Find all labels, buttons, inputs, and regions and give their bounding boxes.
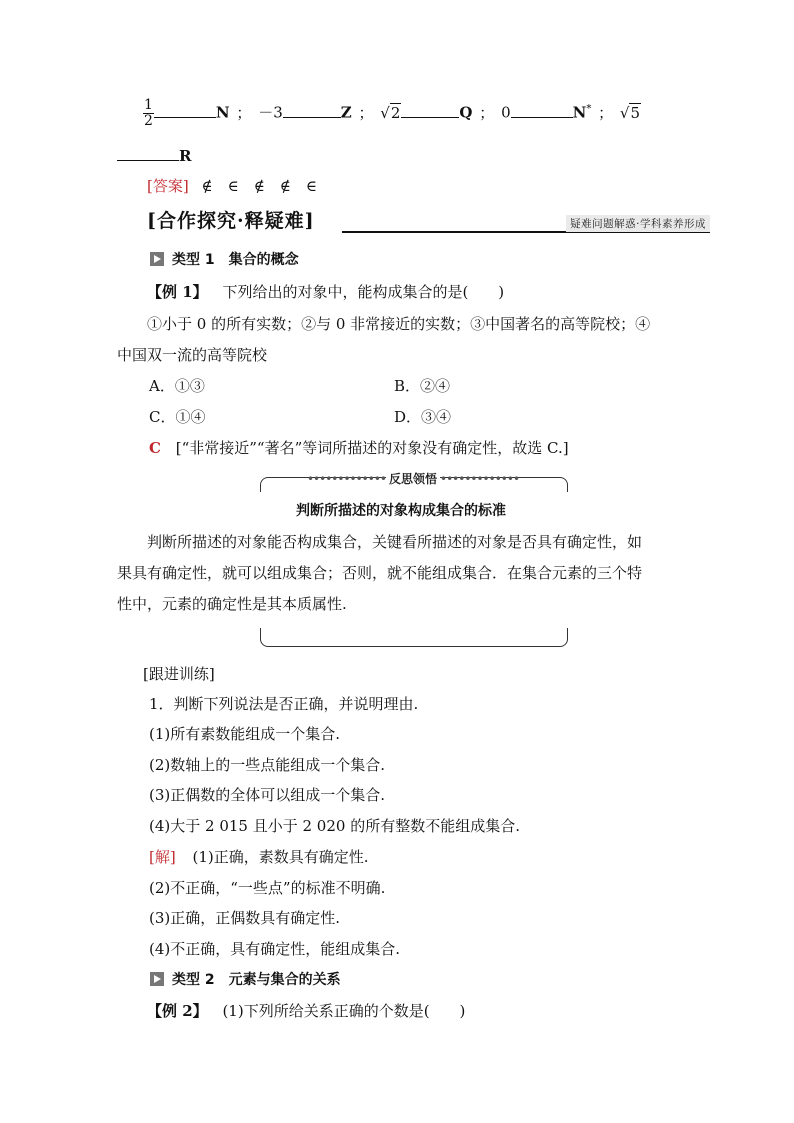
separator: ；: [236, 103, 252, 122]
reflection-line2: 果具有确定性，就可以组成集合；否则，就不能组成集合．在集合元素的三个特: [117, 564, 643, 582]
option-a[interactable]: A．①③: [149, 377, 205, 395]
sqrt-five: √5: [619, 103, 641, 122]
set-Q: Q: [459, 103, 473, 122]
reflection-heading: 判断所描述的对象构成集合的标准: [296, 503, 506, 519]
solution-1: (1)正确，素数具有确定性.: [192, 848, 369, 866]
option-c[interactable]: C．①④: [149, 408, 206, 426]
neg-three: －3: [258, 103, 283, 122]
follow-up-item1: (1)所有素数能组成一个集合.: [149, 725, 341, 743]
example-1-text: 下列给出的对象中，能构成集合的是( ): [222, 283, 505, 301]
example-2-question: [147, 1000, 465, 1021]
separator: ；: [358, 103, 374, 122]
option-d[interactable]: D．③④: [394, 408, 452, 426]
star-superscript: *: [586, 103, 592, 115]
blank-4[interactable]: [511, 103, 573, 118]
reflection-line3: 性中，元素的确定性是其本质属性.: [117, 595, 347, 613]
separator: ；: [598, 103, 614, 122]
example-1-question: [147, 281, 504, 302]
blank-1[interactable]: [154, 103, 216, 118]
reflection-box-label-row: ••••••••••••• 反思领悟 •••••••••••••: [306, 472, 520, 486]
set-R: R: [179, 147, 192, 165]
set-relation-question: [143, 98, 641, 129]
fraction-numerator: 1: [144, 97, 153, 113]
answer-symbols: ∉ ∈ ∉ ∉ ∈: [201, 177, 318, 195]
follow-up-item4: (4)大于 2 015 且小于 2 020 的所有整数不能组成集合.: [149, 817, 520, 835]
follow-up-q1: 1．判断下列说法是否正确，并说明理由.: [149, 695, 419, 713]
solution-line1: [149, 846, 369, 867]
answer-line: [147, 175, 317, 196]
separator: ；: [479, 103, 495, 122]
follow-up-label: [跟进训练]: [143, 665, 215, 683]
type-2-heading: 类型 2 元素与集合的关系: [150, 969, 341, 989]
fraction-one-half: [143, 98, 154, 129]
follow-up-item2: (2)数轴上的一些点能组成一个集合.: [149, 756, 386, 774]
reflection-box-bottom: [260, 628, 568, 647]
play-triangle-icon: [150, 252, 164, 266]
example-1-line2: 中国双一流的高等院校: [117, 346, 268, 364]
example-1-label: 【例 1】: [147, 283, 208, 301]
type-1-heading: 类型 1 集合的概念: [150, 249, 299, 269]
example-2-text: (1)下列所给关系正确的个数是( ): [222, 1002, 466, 1020]
solution-2: (2)不正确，“一些点”的标准不明确.: [149, 879, 386, 897]
reflection-label: 反思领悟: [386, 472, 440, 486]
zero: 0: [501, 103, 511, 122]
example-1-line1: ①小于 0 的所有实数；②与 0 非常接近的实数；③中国著名的高等院校；④: [147, 315, 651, 333]
blank-3[interactable]: [401, 103, 459, 118]
set-N: N: [215, 103, 230, 122]
reflection-line1: 判断所描述的对象能否构成集合，关键看所描述的对象是否具有确定性，如: [147, 533, 643, 551]
blank-5[interactable]: [117, 146, 179, 161]
answer-letter: C: [149, 439, 161, 457]
solution-4: (4)不正确，具有确定性，能组成集合.: [149, 940, 401, 958]
follow-up-item3: (3)正偶数的全体可以组成一个集合.: [149, 786, 386, 804]
example-1-answer: [149, 437, 569, 458]
answer-explanation: [“非常接近”“著名”等词所描述的对象没有确定性，故选 C.]: [175, 439, 569, 457]
sqrt-two: √2: [380, 103, 401, 122]
solution-label: [解]: [149, 848, 176, 866]
blank-2[interactable]: [283, 103, 341, 118]
example-2-label: 【例 2】: [147, 1002, 208, 1020]
set-relation-question-line2: [117, 146, 191, 165]
play-triangle-icon: [150, 972, 164, 986]
section-banner-tag: 疑难问题解惑·学科素养形成: [566, 215, 710, 232]
section-banner-title: [合作探究·释疑难]: [147, 210, 315, 232]
fraction-denominator: 2: [144, 113, 153, 129]
set-Z: Z: [340, 103, 352, 122]
solution-3: (3)正确，正偶数具有确定性.: [149, 909, 341, 927]
option-b[interactable]: B．②④: [394, 377, 451, 395]
answer-label: [答案]: [147, 177, 189, 195]
set-N-star: N: [572, 103, 587, 122]
